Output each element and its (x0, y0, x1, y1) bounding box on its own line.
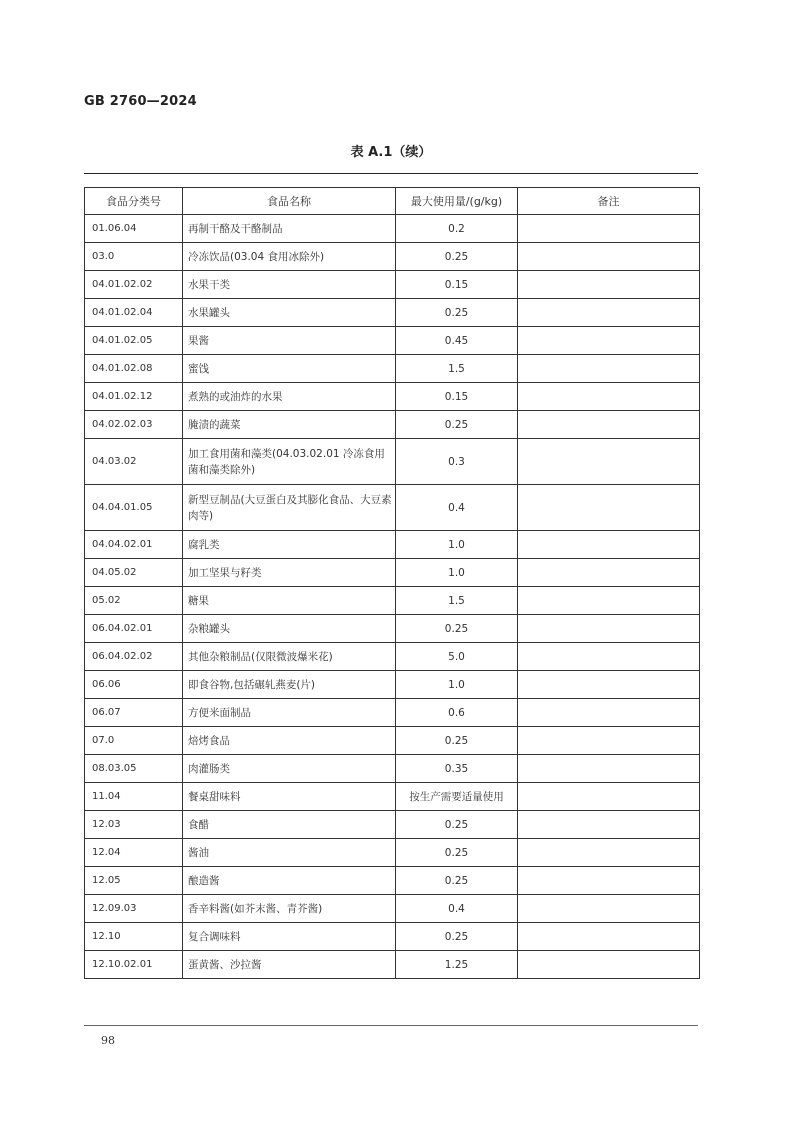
note-cell (518, 671, 700, 699)
max-usage-cell: 0.15 (396, 383, 518, 411)
food-category-code-cell: 03.0 (85, 243, 183, 271)
table-row (85, 299, 700, 327)
table-row (85, 699, 700, 727)
table-header-row (85, 188, 700, 215)
additive-usage-table (84, 187, 700, 979)
food-category-code-cell: 04.05.02 (85, 559, 183, 587)
note-cell (518, 783, 700, 811)
table-row (85, 867, 700, 895)
column-header-name: 食品名称 (183, 188, 396, 215)
table-title: 表 A.1（续） (350, 145, 432, 160)
table-row (85, 215, 700, 243)
note-cell (518, 383, 700, 411)
food-category-code-cell: 06.06 (85, 671, 183, 699)
table-row (85, 783, 700, 811)
food-category-code-cell: 12.10 (85, 923, 183, 951)
food-category-code-cell: 12.10.02.01 (85, 951, 183, 979)
food-category-code-cell: 07.0 (85, 727, 183, 755)
food-name-cell: 香辛料酱(如芥末酱、青芥酱) (183, 895, 396, 923)
table-row (85, 923, 700, 951)
note-cell (518, 923, 700, 951)
note-cell (518, 867, 700, 895)
food-category-code-cell: 12.04 (85, 839, 183, 867)
max-usage-cell: 0.4 (396, 485, 518, 531)
table-row (85, 485, 700, 531)
food-name-cell: 糖果 (183, 587, 396, 615)
max-usage-cell: 0.25 (396, 411, 518, 439)
max-usage-cell: 0.25 (396, 923, 518, 951)
note-cell (518, 811, 700, 839)
food-name-cell: 蜜饯 (183, 355, 396, 383)
note-cell (518, 643, 700, 671)
food-name-cell: 焙烤食品 (183, 727, 396, 755)
table-row (85, 671, 700, 699)
food-category-code-cell: 08.03.05 (85, 755, 183, 783)
max-usage-cell: 0.6 (396, 699, 518, 727)
table-row (85, 411, 700, 439)
max-usage-cell: 0.25 (396, 615, 518, 643)
food-category-code-cell: 04.03.02 (85, 439, 183, 485)
column-header-note: 备注 (518, 188, 700, 215)
food-category-code-cell: 04.01.02.02 (85, 271, 183, 299)
table-row (85, 243, 700, 271)
table-row (85, 587, 700, 615)
note-cell (518, 439, 700, 485)
table-row (85, 531, 700, 559)
max-usage-cell: 0.3 (396, 439, 518, 485)
food-name-cell: 水果罐头 (183, 299, 396, 327)
food-name-cell: 其他杂粮制品(仅限微波爆米花) (183, 643, 396, 671)
note-cell (518, 559, 700, 587)
max-usage-cell: 0.25 (396, 867, 518, 895)
table-row (85, 383, 700, 411)
food-name-cell: 果酱 (183, 327, 396, 355)
note-cell (518, 839, 700, 867)
max-usage-cell: 按生产需要适量使用 (396, 783, 518, 811)
note-cell (518, 727, 700, 755)
note-cell (518, 355, 700, 383)
note-cell (518, 615, 700, 643)
food-category-code-cell: 12.05 (85, 867, 183, 895)
max-usage-cell: 0.25 (396, 811, 518, 839)
food-name-cell: 水果干类 (183, 271, 396, 299)
note-cell (518, 243, 700, 271)
max-usage-cell: 0.4 (396, 895, 518, 923)
food-name-cell: 肉灌肠类 (183, 755, 396, 783)
table-row (85, 727, 700, 755)
food-name-cell: 腐乳类 (183, 531, 396, 559)
note-cell (518, 755, 700, 783)
table-row (85, 327, 700, 355)
max-usage-cell: 1.0 (396, 671, 518, 699)
food-category-code-cell: 04.01.02.08 (85, 355, 183, 383)
food-name-cell: 加工坚果与籽类 (183, 559, 396, 587)
note-cell (518, 699, 700, 727)
food-name-cell: 杂粮罐头 (183, 615, 396, 643)
max-usage-cell: 5.0 (396, 643, 518, 671)
max-usage-cell: 1.5 (396, 587, 518, 615)
table-row (85, 271, 700, 299)
max-usage-cell: 0.25 (396, 243, 518, 271)
note-cell (518, 215, 700, 243)
food-name-cell: 腌渍的蔬菜 (183, 411, 396, 439)
table-row (85, 839, 700, 867)
food-category-code-cell: 05.02 (85, 587, 183, 615)
table-row (85, 559, 700, 587)
note-cell (518, 531, 700, 559)
max-usage-cell: 0.25 (396, 839, 518, 867)
table-row (85, 439, 700, 485)
note-cell (518, 299, 700, 327)
food-category-code-cell: 01.06.04 (85, 215, 183, 243)
max-usage-cell: 1.0 (396, 559, 518, 587)
food-name-cell: 新型豆制品(大豆蛋白及其膨化食品、大豆素肉等) (183, 485, 396, 531)
max-usage-cell: 0.25 (396, 299, 518, 327)
max-usage-cell: 0.15 (396, 271, 518, 299)
table-row (85, 755, 700, 783)
max-usage-cell: 1.25 (396, 951, 518, 979)
food-category-code-cell: 11.04 (85, 783, 183, 811)
max-usage-cell: 0.45 (396, 327, 518, 355)
standard-code: GB 2760—2024 (84, 94, 197, 109)
note-cell (518, 895, 700, 923)
table-row (85, 895, 700, 923)
food-name-cell: 餐桌甜味料 (183, 783, 396, 811)
food-category-code-cell: 06.04.02.01 (85, 615, 183, 643)
column-header-amount: 最大使用量/(g/kg) (396, 188, 518, 215)
table-row (85, 811, 700, 839)
food-name-cell: 食醋 (183, 811, 396, 839)
note-cell (518, 587, 700, 615)
note-cell (518, 271, 700, 299)
footer-rule (84, 1025, 698, 1026)
column-header-code: 食品分类号 (85, 188, 183, 215)
table-body (85, 215, 700, 979)
food-name-cell: 复合调味料 (183, 923, 396, 951)
max-usage-cell: 0.25 (396, 727, 518, 755)
food-category-code-cell: 04.01.02.05 (85, 327, 183, 355)
note-cell (518, 485, 700, 531)
top-rule (84, 173, 698, 174)
food-category-code-cell: 12.03 (85, 811, 183, 839)
food-name-cell: 酿造酱 (183, 867, 396, 895)
food-name-cell: 冷冻饮品(03.04 食用冰除外) (183, 243, 396, 271)
table-row (85, 355, 700, 383)
food-name-cell: 煮熟的或油炸的水果 (183, 383, 396, 411)
note-cell (518, 411, 700, 439)
food-category-code-cell: 04.02.02.03 (85, 411, 183, 439)
food-category-code-cell: 04.04.01.05 (85, 485, 183, 531)
food-category-code-cell: 04.04.02.01 (85, 531, 183, 559)
food-category-code-cell: 04.01.02.04 (85, 299, 183, 327)
food-name-cell: 即食谷物,包括碾轧燕麦(片) (183, 671, 396, 699)
table-row (85, 951, 700, 979)
note-cell (518, 951, 700, 979)
page-number: 98 (101, 1034, 115, 1047)
max-usage-cell: 0.35 (396, 755, 518, 783)
food-category-code-cell: 04.01.02.12 (85, 383, 183, 411)
food-category-code-cell: 12.09.03 (85, 895, 183, 923)
table-row (85, 615, 700, 643)
food-name-cell: 酱油 (183, 839, 396, 867)
max-usage-cell: 1.5 (396, 355, 518, 383)
food-name-cell: 再制干酪及干酪制品 (183, 215, 396, 243)
food-category-code-cell: 06.07 (85, 699, 183, 727)
table-row (85, 643, 700, 671)
max-usage-cell: 1.0 (396, 531, 518, 559)
note-cell (518, 327, 700, 355)
food-name-cell: 蛋黄酱、沙拉酱 (183, 951, 396, 979)
food-category-code-cell: 06.04.02.02 (85, 643, 183, 671)
food-name-cell: 加工食用菌和藻类(04.03.02.01 冷冻食用菌和藻类除外) (183, 439, 396, 485)
max-usage-cell: 0.2 (396, 215, 518, 243)
food-name-cell: 方便米面制品 (183, 699, 396, 727)
